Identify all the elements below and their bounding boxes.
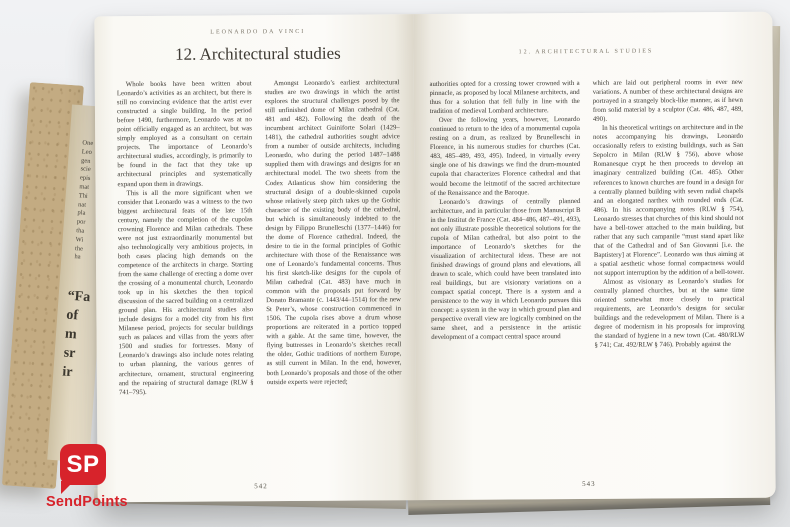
sendpoints-logo (46, 444, 128, 510)
sp-monogram: SP (66, 450, 100, 478)
underlying-page-quote-fragments: “Fa of m sr ir (61, 288, 91, 381)
paragraph: authorities opted for a crossing tower crowned with a pinnacle, as proposed by local Milanese architects, and thus for a solution that fell fully in line with the tradition of medieval Lombard architecture. (429, 79, 580, 116)
left-page-column-2 (265, 78, 402, 396)
right-page (413, 12, 776, 500)
running-head-right: 12. ARCHITECTURAL STUDIES (518, 48, 654, 56)
right-page-columns (429, 78, 744, 352)
paragraph: Amongst Leonardo’s earliest architectural studies are two drawings in which the artist explores the structural challenges posed by the still unfinished dome of Milan cathedral (Cat. 481 and 482). Following the death of the incumbent architect Guiniforte Solari (1429–1481), the cathedral authorities sought advice from a number of outside architects, including Leonardo, who during the period 1487–1488 supplied them with drawings and designs for an architectural model. The two sheets from the Codex Atlanticus show him considering the structural design of a double-skinned cupola whose relatively steep pitch takes up the Gothic character of the existing body of the cathedral, but which is simultaneously indebted to the design by Filippo Brunelleschi (1377–1446) for the dome of Florence cathedral. Indeed, the desire to tie in the formal principles of Gothic architecture with those of the Renaissance was one of Leonardo’s fundamental concerns. Thus his first sketch-like designs for the cupola of Milan cathedral (Cat. 483) have much in common with the proposals put forward by Donato Bramante (c. 1443/44–1514) for the new St Peter’s, whose construction commenced in 1506. The cupola rises above a drum whose proportions are reiterated in a portico topped with a gable. At the same time, however, the flying buttresses in Leonardo’s sketches recall the older, Gothic traditions of northern Europe, as still current in Milan. In the end, however, both Leonardo’s proposals and those of the other outside experts were rejected; (264, 79, 402, 386)
right-page-column-2 (593, 78, 745, 350)
chapter-title: 12. Architectural studies (174, 43, 341, 64)
sendpoints-wordmark: SendPoints (46, 494, 128, 510)
left-page-content (116, 28, 402, 494)
paragraph: In his theoretical writings on architecture and in the notes accompanying his drawings, Leonardo occasionally refers to existing buildings, such as San Sepolcro in Milan (RLW § 756), above whose Romanesque crypt he then proceeds to develop an imaginary centralized building (Cat. 485). Other references to known churches are found in a design for a centrally planned building with seven radial chapels and an elongated narthex with rounded ends (Cat. 486). In his accompanying notes (RLW § 754), Leonardo stresses that churches of this kind should not have a bell-tower attached to the main building, but rather that any such campanile “must stand apart like that of the Cathedral and of San Giovanni [i.e. the Baptistery] at Florence”. Leonardo was thus aiming at a spatial aesthetic whose formal compactness would not support interruption by the addition of a bell-tower. (592, 124, 745, 277)
paragraph: Almost as visionary as Leonardo’s studies for centrally planned churches, but at the same time oriented somewhat more closely to practical requirements, are Leonardo’s designs for secular buildings and the redevelopment of Milan. There is a degree of modernism in his proposals for improving the standard of hygiene in a new town (Cat. 480/RLW § 741; Cat. 492/RLW § 746). Probably against the (594, 277, 745, 350)
speech-bubble-tail-icon (61, 481, 74, 494)
left-page-column-1 (117, 79, 254, 397)
paragraph: Whole books have been written about Leonardo’s activities as an architect, but there is still no convincing evidence that the artist ever constructed a single building. In the period before 1490, furthermore, Leonardo was at no point officially engaged as an architect, but was simply employed as a consultant on certain projects. The importance of Leonardo’s architectural studies, accordingly, is primarily to be found in the fact that they take up architectural principles and systematically expand upon them in drawings. (116, 80, 253, 188)
right-page-content (429, 48, 745, 492)
paragraph: which are laid out peripheral rooms in ever new variations. A number of these architectural designs are portrayed in a strangely block-like manner, as if hewn from solid material by a sculptor (Cat. 486, 487, 489, 490). (592, 78, 744, 124)
page-number-left: 542 (254, 482, 268, 491)
left-page (94, 14, 416, 502)
left-page-columns (117, 78, 402, 397)
book-spread (94, 12, 775, 503)
running-head-left: LEONARDO DA VINCI (210, 28, 306, 36)
paragraph: Leonardo’s drawings of centrally planned architecture, and in particular those from Manuscript B in the Institut de France (Cat. 484–486, 487–491, 493), not only illustrate possible theoretical solutions for the cupola of Milan cathedral, but also point to the importance of Leonardo’s sketches for the visualization of architectural ideas. These are not finished drawings of ground plans and elevations, all drawn to scale, which could have been translated into real buildings, but are visionary variations on a compact spatial concept. There is a system and a persistence to the way in which Leonardo pursues this concept: a system in the way in which ground plan and perspective overall view are logically combined on the same sheet, and a persistence in the artistic development of a compact central space around (430, 197, 582, 342)
sendpoints-logo-icon (60, 444, 106, 485)
page-number-right: 543 (582, 479, 596, 488)
paragraph: Over the following years, however, Leonardo continued to return to the idea of a monumental cupola resting on a drum, as realized by Brunelleschi in Florence, in his numerous studies for churches (Cat. 483, 485–489, 493, 495). Indeed, in virtually every single one of his drawings we find the drum-mounted cupola that characterizes Florence cathedral and that would become the leitmotif of the sacred architecture of the Renaissance and the Baroque. (429, 116, 581, 197)
paragraph: This is all the more significant when we consider that Leonardo was a witness to the two biggest architectural feats of the late 15th century, namely the completion of the cupolas crowning Florence and Milan cathedrals. These were not just extraordinarily monumental but also technologically very ambitious projects, in both cases placing high demands on the competence of the architects in charge. Starting from the same challenge of erecting a dome over the crossing of a monumental church, Leonardo took up in his sketches the then topical discussion of the sacred building on a centralized ground plan. His architectural studies also include designs for a model city from his first Milanese period, projects for secular buildings such as palaces and villas from the years after 1500 and studies for fortresses. Many of Leonardo’s drawings also include notes relating to urban planning, the various genres of architecture, ornament, structural engineering and the repairing of structural damage (RLW § 741–795). (117, 188, 254, 396)
right-page-column-1 (429, 79, 581, 351)
underlying-page-text-fragments: One Leo gen scie epis mat Thi nat pla por tha Wi the ha (74, 139, 94, 261)
